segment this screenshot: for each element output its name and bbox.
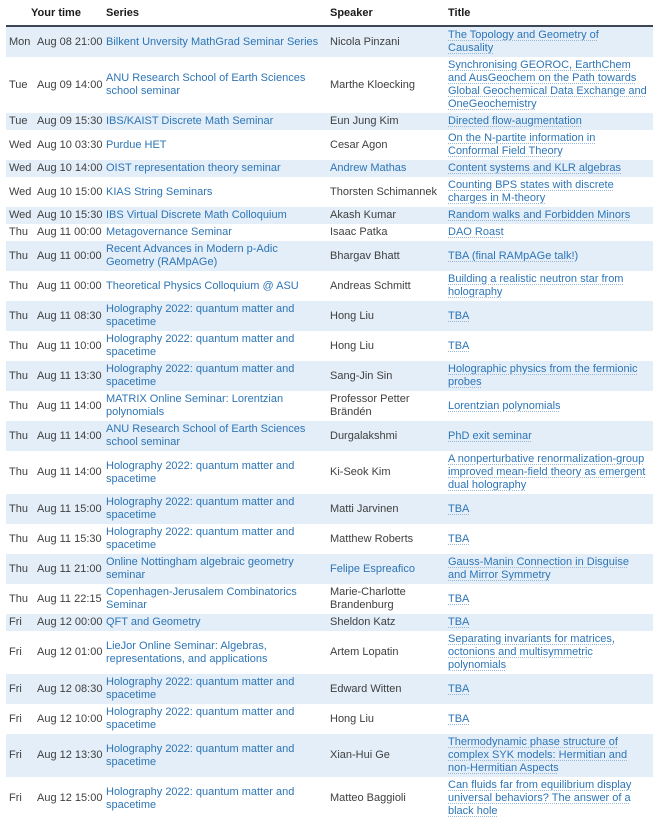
seminar-title-cell [448, 29, 647, 55]
series-link[interactable]: Holography 2022: quantum matter and spacetime [106, 526, 295, 551]
seminar-title-cell [448, 400, 647, 413]
series-link[interactable]: QFT and Geometry [106, 616, 201, 628]
seminar-series-cell [106, 162, 330, 175]
seminar-title-cell [448, 683, 647, 696]
talk-title-link[interactable]: Random walks and Forbidden Minors [448, 209, 631, 221]
weekday-label: Thu [9, 592, 28, 605]
weekday-label: Thu [9, 279, 28, 292]
seminar-time [6, 79, 106, 92]
column-header-your-time: Your time [31, 7, 81, 19]
seminar-title-cell [448, 273, 647, 299]
datetime-label: Aug 11 21:00 [37, 562, 102, 575]
table-row [6, 631, 653, 674]
seminar-title-cell [448, 736, 647, 775]
seminar-time [6, 340, 106, 353]
speaker-name: Sheldon Katz [330, 616, 396, 628]
seminar-speaker-cell [330, 563, 448, 576]
datetime-label: Aug 09 15:30 [37, 115, 103, 127]
seminar-series-cell [106, 556, 330, 582]
seminar-time [6, 400, 106, 413]
table-row [6, 224, 653, 241]
speaker-name: Hong Liu [330, 712, 375, 725]
talk-title-link[interactable]: TBA [448, 592, 470, 605]
table-row [6, 113, 653, 130]
talk-title-link[interactable]: TBA [448, 309, 470, 322]
seminar-series-cell [106, 243, 330, 269]
series-link[interactable]: MATRIX Online Seminar: Lorentzian polynomials [106, 393, 284, 418]
talk-title-link[interactable]: Thermodynamic phase structure of complex SYK models: Hermitian and non-Hermitian Aspects [448, 736, 628, 774]
talk-title-link[interactable]: A nonperturbative renormalization-group improved mean-field theory as emergent dual holography [448, 453, 646, 491]
speaker-name: Cesar Agon [330, 138, 388, 151]
datetime-label: Aug 11 14:00 [37, 429, 102, 442]
seminar-series-cell [106, 36, 330, 49]
seminar-time [6, 310, 106, 323]
talk-title-link[interactable]: Lorentzian polynomials [448, 399, 561, 412]
datetime-label: Aug 12 08:30 [37, 682, 103, 695]
series-link[interactable]: Copenhagen-Jerusalem Combinatorics Seminar [106, 586, 297, 611]
seminar-title-cell [448, 209, 647, 222]
seminar-speaker-cell [330, 792, 448, 805]
seminar-time [6, 162, 106, 175]
seminar-speaker-cell [330, 616, 448, 629]
datetime-label: Aug 10 14:00 [37, 162, 103, 174]
seminar-title-cell [448, 340, 647, 353]
talk-title-link[interactable]: TBA [448, 616, 470, 628]
speaker-name: Ki-Seok Kim [330, 466, 391, 478]
seminar-table-body [6, 27, 653, 820]
seminar-time [6, 683, 106, 696]
datetime-label: Aug 10 15:30 [37, 209, 103, 221]
series-link[interactable]: Metagovernance Seminar [106, 226, 232, 238]
table-row [6, 241, 653, 271]
datetime-label: Aug 12 13:30 [37, 749, 103, 761]
weekday-label: Fri [9, 616, 22, 628]
seminar-time [6, 36, 106, 49]
speaker-name: Eun Jung Kim [330, 115, 399, 127]
series-link[interactable]: Holography 2022: quantum matter and spacetime [106, 459, 295, 485]
datetime-label: Aug 12 15:00 [37, 792, 103, 804]
series-link[interactable]: Purdue HET [106, 138, 167, 151]
speaker-name: Nicola Pinzani [330, 35, 400, 48]
seminar-time [6, 503, 106, 516]
seminar-speaker-cell [330, 186, 448, 199]
talk-title-link[interactable]: DAO Roast [448, 226, 504, 238]
weekday-label: Thu [9, 226, 28, 238]
series-link[interactable]: ANU Research School of Earth Sciences school seminar [106, 423, 306, 448]
weekday-label: Mon [9, 35, 31, 48]
table-row [6, 160, 653, 177]
seminar-speaker-cell [330, 226, 448, 239]
datetime-label: Aug 11 08:30 [37, 309, 102, 322]
speaker-name: Professor Petter Brändén [330, 393, 410, 418]
datetime-label: Aug 11 15:00 [37, 502, 102, 515]
weekday-label: Thu [9, 339, 28, 352]
table-row [6, 421, 653, 451]
column-header-speaker: Speaker [330, 7, 373, 19]
seminar-speaker-cell [330, 466, 448, 479]
speaker-name: Matteo Baggioli [330, 792, 406, 804]
seminar-series-cell [106, 706, 330, 732]
table-row [6, 554, 653, 584]
seminar-time [6, 646, 106, 659]
series-link[interactable]: Theoretical Physics Colloquium @ ASU [106, 279, 299, 292]
seminar-series-cell [106, 209, 330, 222]
series-link[interactable]: Holography 2022: quantum matter and spacetime [106, 333, 295, 358]
column-header-series: Series [106, 7, 140, 19]
seminar-speaker-cell [330, 683, 448, 696]
column-header-title: Title [448, 7, 471, 19]
speaker-name: Xian-Hui Ge [330, 749, 390, 761]
seminar-speaker-cell [330, 310, 448, 323]
series-link[interactable]: Holography 2022: quantum matter and spacetime [106, 676, 295, 701]
talk-title-link[interactable]: On the N-partite information in Conformal Field Theory [448, 132, 596, 157]
weekday-label: Wed [9, 162, 32, 174]
table-row [6, 777, 653, 820]
seminar-title-cell [448, 132, 647, 158]
seminar-series-cell [106, 333, 330, 359]
seminar-series-cell [106, 226, 330, 239]
seminar-speaker-cell [330, 393, 448, 419]
table-row [6, 301, 653, 331]
seminar-series-cell [106, 363, 330, 389]
talk-title-link[interactable]: Can fluids far from equilibrium display universal behaviors? The answer of a black hole [448, 779, 632, 817]
talk-title-link[interactable]: TBA [448, 682, 470, 695]
seminar-series-cell [106, 72, 330, 98]
table-row [6, 27, 653, 57]
weekday-label: Fri [9, 646, 22, 658]
speaker-name: Matti Jarvinen [330, 502, 399, 515]
datetime-label: Aug 08 21:00 [37, 35, 103, 48]
weekday-label: Thu [9, 369, 28, 382]
seminar-speaker-cell [330, 370, 448, 383]
weekday-label: Thu [9, 562, 28, 575]
seminar-title-cell [448, 310, 647, 323]
seminar-series-cell [106, 303, 330, 329]
seminar-title-cell [448, 363, 647, 389]
seminar-speaker-cell [330, 115, 448, 128]
seminar-time [6, 226, 106, 239]
series-link[interactable]: OIST representation theory seminar [106, 162, 281, 174]
table-row [6, 361, 653, 391]
series-link[interactable]: Holography 2022: quantum matter and spacetime [106, 706, 295, 731]
datetime-label: Aug 11 22:15 [37, 592, 102, 605]
weekday-label: Thu [9, 429, 28, 442]
seminar-speaker-cell [330, 503, 448, 516]
talk-title-link[interactable]: Counting BPS states with discrete charges in M-theory [448, 179, 614, 204]
seminar-time [6, 466, 106, 479]
speaker-name: Akash Kumar [330, 209, 397, 221]
seminar-series-cell [106, 186, 330, 199]
series-link[interactable]: Online Nottingham algebraic geometry seminar [106, 556, 294, 581]
seminar-title-cell [448, 713, 647, 726]
table-row [6, 494, 653, 524]
datetime-label: Aug 11 13:30 [37, 369, 102, 382]
seminar-title-cell [448, 779, 647, 818]
weekday-label: Tue [9, 78, 28, 91]
seminar-speaker-cell [330, 430, 448, 443]
seminar-speaker-cell [330, 749, 448, 762]
seminar-series-cell [106, 526, 330, 552]
seminar-title-cell [448, 453, 647, 492]
weekday-label: Wed [9, 209, 32, 221]
seminar-time [6, 280, 106, 293]
weekday-label: Thu [9, 502, 28, 515]
seminar-title-cell [448, 430, 647, 443]
table-row [6, 331, 653, 361]
series-link[interactable]: Holography 2022: quantum matter and spacetime [106, 303, 295, 328]
speaker-name[interactable]: Felipe Espreafico [330, 562, 415, 575]
speaker-name: Matthew Roberts [330, 532, 414, 545]
seminar-title-cell [448, 616, 647, 629]
table-row [6, 391, 653, 421]
speaker-name: Hong Liu [330, 309, 375, 322]
seminar-time [6, 115, 106, 128]
seminar-speaker-cell [330, 162, 448, 175]
weekday-label: Thu [9, 466, 28, 478]
seminar-speaker-cell [330, 586, 448, 612]
datetime-label: Aug 11 00:00 [37, 226, 102, 238]
table-row [6, 704, 653, 734]
seminar-speaker-cell [330, 250, 448, 263]
table-row [6, 614, 653, 631]
seminar-title-cell [448, 593, 647, 606]
weekday-label: Thu [9, 399, 28, 412]
datetime-label: Aug 11 00:00 [37, 249, 102, 262]
seminar-time [6, 792, 106, 805]
series-link[interactable]: ANU Research School of Earth Sciences school seminar [106, 72, 306, 97]
datetime-label: Aug 10 03:30 [37, 138, 103, 151]
talk-title-link[interactable]: PhD exit seminar [448, 429, 532, 442]
seminar-title-cell [448, 226, 647, 239]
talk-title-link[interactable]: TBA [448, 339, 470, 352]
talk-title-link[interactable]: The Topology and Geometry of Causality [448, 29, 599, 54]
table-row [6, 584, 653, 614]
talk-title-link[interactable]: TBA [448, 712, 470, 725]
datetime-label: Aug 09 14:00 [37, 78, 103, 91]
seminar-time [6, 209, 106, 222]
seminar-title-cell [448, 115, 647, 128]
speaker-name: Bhargav Bhatt [330, 249, 400, 262]
speaker-name: Durgalakshmi [330, 429, 398, 442]
weekday-label: Wed [9, 138, 32, 151]
table-row [6, 674, 653, 704]
seminar-series-cell [106, 423, 330, 449]
seminar-series-cell [106, 115, 330, 128]
seminar-title-cell [448, 533, 647, 546]
series-link[interactable]: Holography 2022: quantum matter and spacetime [106, 742, 295, 768]
talk-title-link[interactable]: Directed flow-augmentation [448, 115, 582, 127]
weekday-label: Thu [9, 309, 28, 322]
seminar-series-cell [106, 139, 330, 152]
talk-title-link[interactable]: Building a realistic neutron star from holography [448, 273, 624, 298]
weekday-label: Thu [9, 249, 28, 262]
series-link[interactable]: Holography 2022: quantum matter and spacetime [106, 496, 295, 521]
weekday-label: Fri [9, 682, 22, 695]
table-row [6, 524, 653, 554]
datetime-label: Aug 11 14:00 [37, 399, 102, 412]
seminar-speaker-cell [330, 533, 448, 546]
seminar-series-cell [106, 616, 330, 629]
table-row [6, 57, 653, 113]
weekday-label: Fri [9, 749, 22, 761]
seminar-title-cell [448, 633, 647, 672]
seminar-speaker-cell [330, 79, 448, 92]
series-link[interactable]: Recent Advances in Modern p-Adic Geometry (RAMpAGe) [106, 243, 278, 268]
seminar-time [6, 250, 106, 263]
seminar-time [6, 749, 106, 762]
seminar-series-cell [106, 640, 330, 666]
speaker-name[interactable]: Andrew Mathas [330, 162, 407, 174]
speaker-name: Marthe Kloecking [330, 78, 415, 91]
speaker-name: Isaac Patka [330, 226, 388, 238]
seminar-time [6, 186, 106, 199]
seminar-title-cell [448, 503, 647, 516]
seminar-speaker-cell [330, 209, 448, 222]
seminar-time [6, 593, 106, 606]
speaker-name: Andreas Schmitt [330, 279, 411, 292]
table-row [6, 451, 653, 494]
table-header [6, 3, 653, 27]
datetime-label: Aug 12 01:00 [37, 646, 103, 658]
series-link[interactable]: KIAS String Seminars [106, 185, 213, 198]
seminar-time [6, 370, 106, 383]
seminar-speaker-cell [330, 713, 448, 726]
speaker-name: Marie-Charlotte Brandenburg [330, 586, 406, 611]
datetime-label: Aug 11 10:00 [37, 339, 102, 352]
series-link[interactable]: LieJor Online Seminar: Algebras, representations, and applications [106, 639, 268, 665]
seminar-speaker-cell [330, 646, 448, 659]
seminar-series-cell [106, 460, 330, 486]
talk-title-link[interactable]: Content systems and KLR algebras [448, 162, 622, 174]
series-link[interactable]: IBS Virtual Discrete Math Colloquium [106, 209, 287, 221]
talk-title-link[interactable]: Separating invariants for matrices, octonions and multisymmetric polynomials [448, 633, 615, 671]
talk-title-link[interactable]: Holographic physics from the fermionic probes [448, 363, 638, 388]
seminar-series-cell [106, 676, 330, 702]
datetime-label: Aug 10 15:00 [37, 185, 103, 198]
talk-title-link[interactable]: TBA [448, 532, 470, 545]
table-row [6, 207, 653, 224]
table-row [6, 177, 653, 207]
talk-title-link[interactable]: Gauss-Manin Connection in Disguise and Mirror Symmetry [448, 556, 629, 581]
talk-title-link[interactable]: Synchronising GEOROC, EarthChem and AusGeochem on the Path towards Global Geochemical Data Exchange and OneGeochemistry [448, 59, 647, 110]
speaker-name: Thorsten Schimannek [330, 185, 437, 198]
seminar-title-cell [448, 162, 647, 175]
seminar-time [6, 139, 106, 152]
table-row [6, 271, 653, 301]
series-link[interactable]: Holography 2022: quantum matter and spacetime [106, 363, 295, 388]
datetime-label: Aug 12 00:00 [37, 616, 103, 628]
datetime-label: Aug 11 15:30 [37, 532, 102, 545]
speaker-name: Edward Witten [330, 682, 402, 695]
seminar-title-cell [448, 556, 647, 582]
seminar-title-cell [448, 250, 647, 263]
seminar-series-cell [106, 586, 330, 612]
talk-title-link[interactable]: TBA [448, 502, 470, 515]
table-row [6, 734, 653, 777]
weekday-label: Fri [9, 792, 22, 804]
speaker-name: Artem Lopatin [330, 646, 399, 658]
weekday-label: Fri [9, 712, 22, 725]
datetime-label: Aug 12 10:00 [37, 712, 103, 725]
weekday-label: Tue [9, 115, 28, 127]
datetime-label: Aug 11 14:00 [37, 466, 102, 478]
seminar-time [6, 713, 106, 726]
series-link[interactable]: IBS/KAIST Discrete Math Seminar [106, 115, 274, 127]
seminar-time [6, 616, 106, 629]
seminar-speaker-cell [330, 139, 448, 152]
seminar-schedule-table [6, 3, 653, 820]
seminar-speaker-cell [330, 280, 448, 293]
seminar-time [6, 430, 106, 443]
talk-title-link[interactable]: TBA (final RAMpAGe talk!) [448, 249, 579, 262]
weekday-label: Wed [9, 185, 32, 198]
weekday-label: Thu [9, 532, 28, 545]
seminar-time [6, 533, 106, 546]
speaker-name: Sang-Jin Sin [330, 369, 393, 382]
datetime-label: Aug 11 00:00 [37, 279, 102, 292]
seminar-series-cell [106, 496, 330, 522]
seminar-title-cell [448, 179, 647, 205]
seminar-series-cell [106, 393, 330, 419]
series-link[interactable]: Bilkent Unversity MathGrad Seminar Series [106, 35, 319, 48]
seminar-series-cell [106, 786, 330, 812]
seminar-speaker-cell [330, 36, 448, 49]
seminar-speaker-cell [330, 340, 448, 353]
seminar-series-cell [106, 743, 330, 769]
seminar-series-cell [106, 280, 330, 293]
series-link[interactable]: Holography 2022: quantum matter and spacetime [106, 785, 295, 811]
speaker-name: Hong Liu [330, 339, 375, 352]
seminar-time [6, 563, 106, 576]
table-row [6, 130, 653, 160]
seminar-title-cell [448, 59, 647, 111]
